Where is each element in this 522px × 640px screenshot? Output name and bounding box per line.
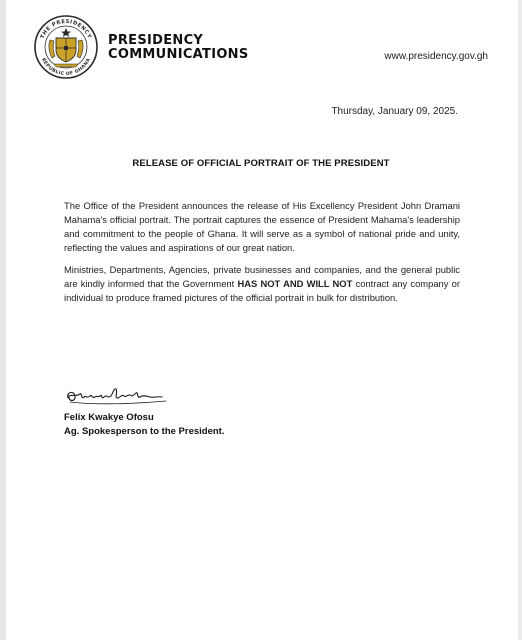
organization-name-line-2: COMMUNICATIONS [108,47,249,62]
letterhead [34,14,488,82]
release-date: Thursday, January 09, 2025. [331,106,458,117]
organization-name [108,34,249,62]
handwritten-signature [64,380,174,408]
paragraph-2-text-end: contract any company or individual to produce framed pictures of the official portrait in bulk for distribution. [64,278,460,303]
emblem-ring-top-text: THE PRESIDENCY [39,18,93,40]
body-paragraph-1: The Office of the President announces the release of His Excellency President John Dramani Mahama's official portrait. The portrait captures the essence of President Mahama's leadership and commitment to the people of Ghana. It will serve as a symbol of national pride and unity, reflecting the values and aspirations of our great nation. [64,200,460,253]
signatory-block [64,411,224,439]
emphasis-has-not-and-will-not: HAS NOT AND WILL NOT [237,278,353,289]
ghana-coat-of-arms-emblem [34,14,98,80]
paragraph-2-text-start: Ministries, Departments, Agencies, private businesses and companies, and the general public are kindly informed that the Government [64,264,460,289]
body-paragraph-2 [64,263,460,305]
organization-name-line-1: PRESIDENCY [108,33,204,48]
signatory-name: Felix Kwakye Ofosu [64,412,154,423]
release-title: RELEASE OF OFFICIAL PORTRAIT OF THE PRESIDENT [132,158,390,169]
website-url: www.presidency.gov.gh [384,51,488,62]
scan-border-left [0,0,6,640]
emblem-ring-bottom-text: REPUBLIC OF GHANA [40,57,92,78]
release-body [64,199,460,313]
scan-border-right [518,0,522,640]
signatory-title: Ag. Spokesperson to the President. [64,426,225,437]
